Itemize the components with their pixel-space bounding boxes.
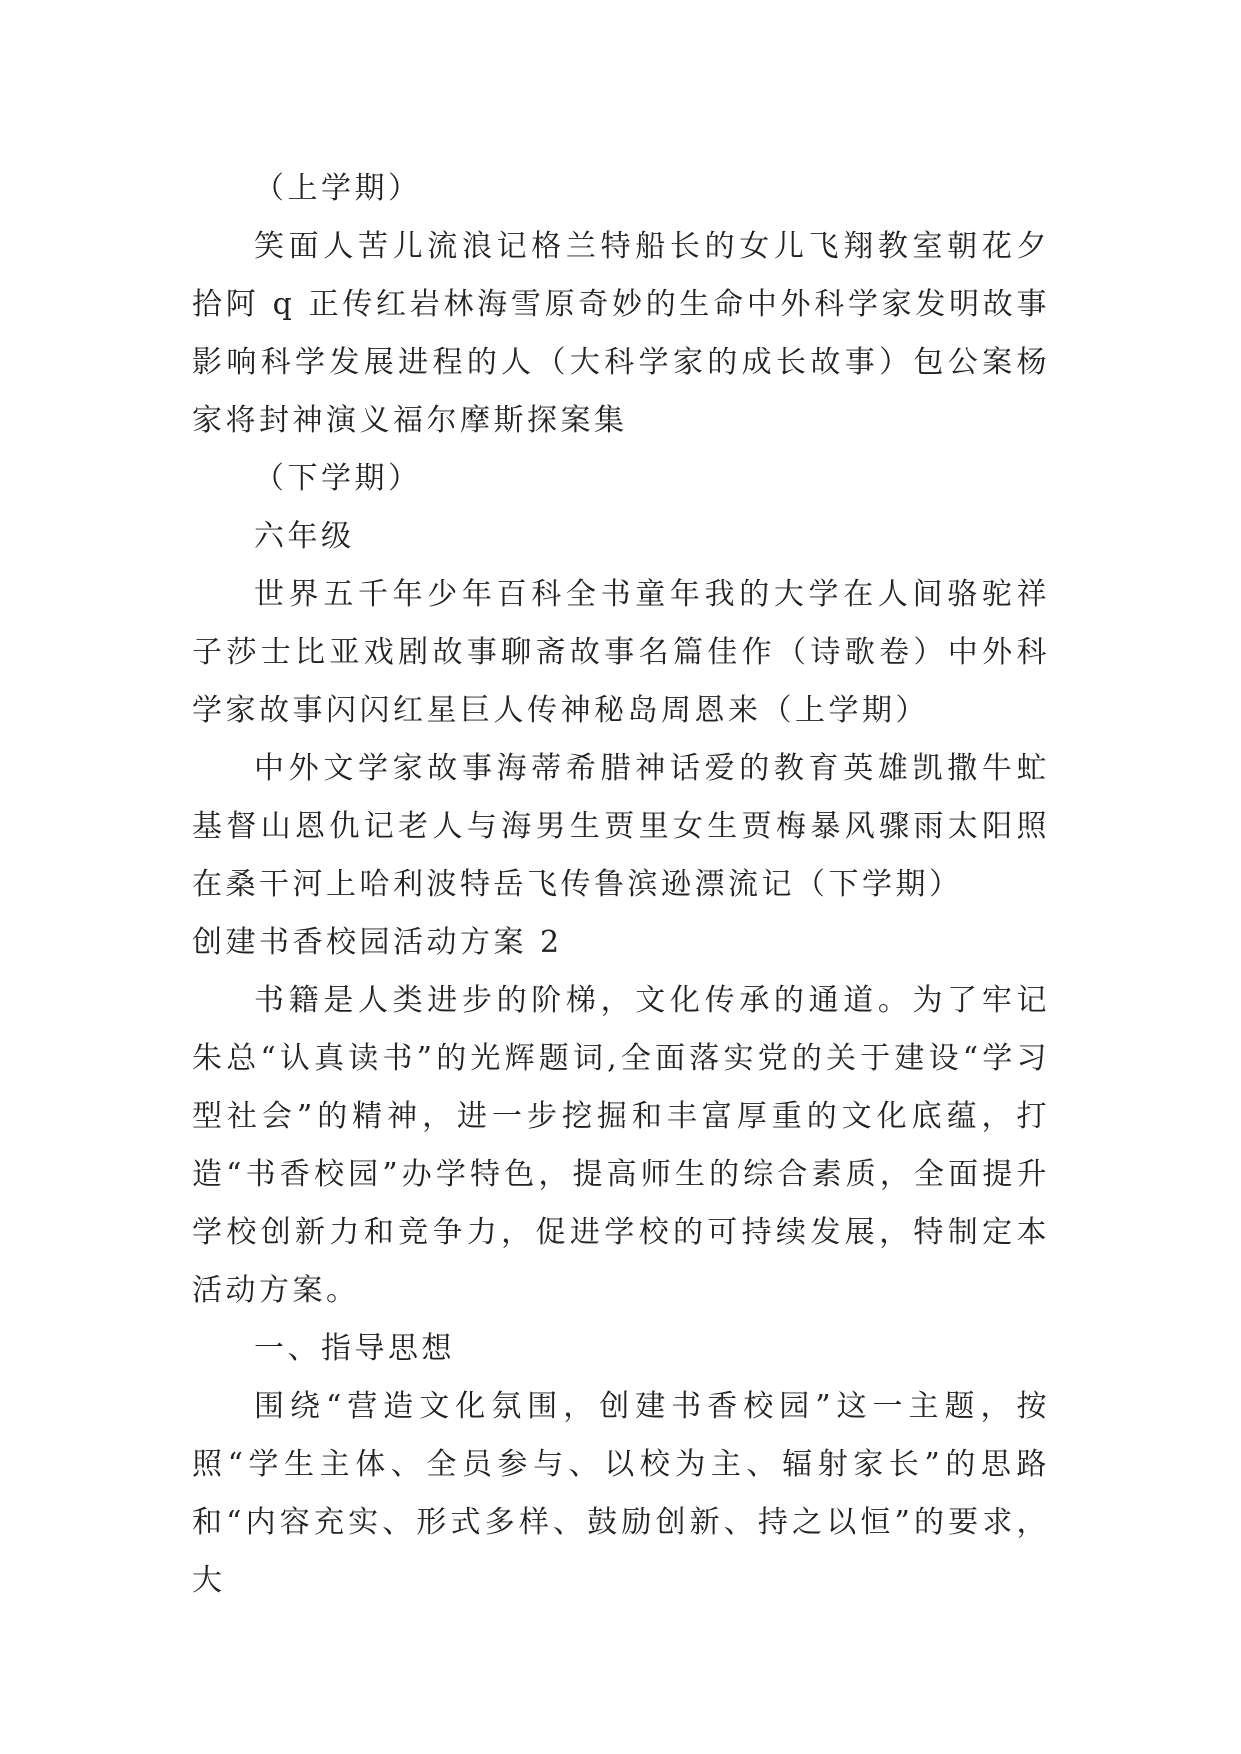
booklist-grade6-first: 世界五千年少年百科全书童年我的大学在人间骆驼祥子莎士比亚戏剧故事聊斋故事名篇佳作（诗歌卷）中外科学家故事闪闪红星巨人传神秘岛周恩来（上学期） bbox=[192, 577, 1050, 728]
booklist-grade6-second: 中外文学家故事海蒂希腊神话爱的教育英雄凯撒牛虻基督山恩仇记老人与海男生贾里女生贾梅暴风骤雨太阳照在桑干河上哈利波特岳飞传鲁滨逊漂流记（下学期） bbox=[192, 751, 1050, 902]
guiding-ideology-paragraph: 围绕“营造文化氛围，创建书香校园”这一主题，按照“学生主体、全员参与、以校为主、辐射家长”的思路和“内容充实、形式多样、鼓励创新、持之以恒”的要求，大 bbox=[192, 1389, 1050, 1598]
term-label-first-semester: （上学期） bbox=[254, 171, 422, 206]
guiding-ideology-heading: 一、指导思想 bbox=[254, 1331, 455, 1366]
term-label-second-semester: （下学期） bbox=[254, 461, 422, 496]
grade-six-heading: 六年级 bbox=[254, 519, 355, 554]
intro-paragraph: 书籍是人类进步的阶梯，文化传承的通道。为了牢记朱总“认真读书”的光辉题词,全面落实党的关于建设“学习型社会”的精神，进一步挖掘和丰富厚重的文化底蕴，打造“书香校园”办学特色，提高师生的综合素质，全面提升学校创新力和竞争力，促进学校的可持续发展，特制定本活动方案。 bbox=[192, 983, 1050, 1308]
booklist-grade5-second: 笑面人苦儿流浪记格兰特船长的女儿飞翔教室朝花夕拾阿 q 正传红岩林海雪原奇妙的生命中外科学家发明故事影响科学发展进程的人（大科学家的成长故事）包公案杨家将封神演义福尔摩斯探案集 bbox=[192, 229, 1050, 438]
section-title: 创建书香校园活动方案 2 bbox=[192, 925, 563, 960]
document-body bbox=[192, 160, 1050, 1610]
